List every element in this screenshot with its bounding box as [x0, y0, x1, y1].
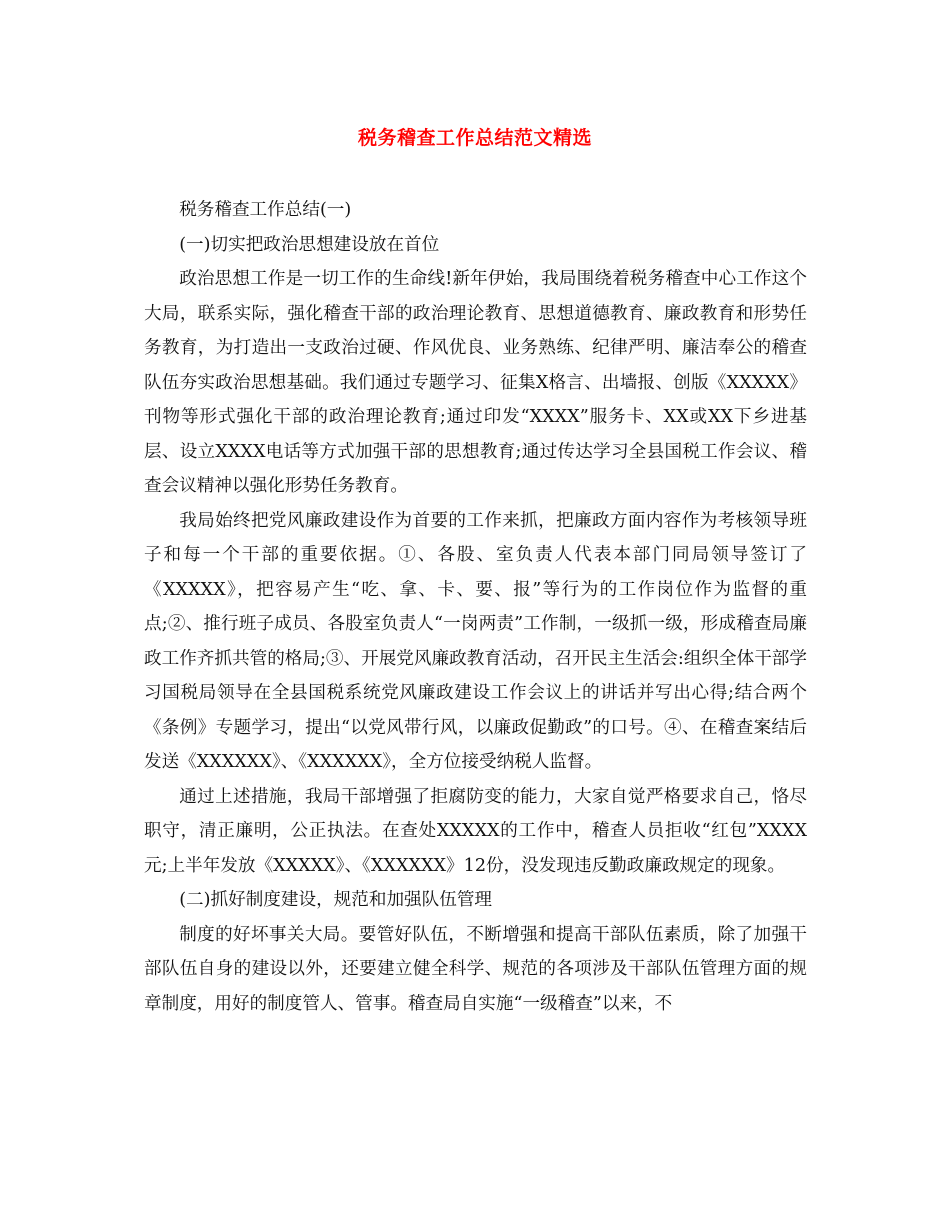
subsection-heading: (一)切实把政治思想建设放在首位	[179, 234, 440, 255]
body-paragraph: 制度的好坏事关大局。要管好队伍，不断增强和提高干部队伍素质，除了加强干部队伍自身的建设以外，还要建立健全科学、规范的各项涉及干部队伍管理方面的规章制度，用好的制度管人、管事。稽查局自实施“一级稽查”以来，不	[144, 924, 807, 1014]
body-paragraph: 我局始终把党风廉政建设作为首要的工作来抓，把廉政方面内容作为考核领导班子和每一个干部的重要依据。①、各股、室负责人代表本部门同局领导签订了《XXXXX》，把容易产生“吃、拿、卡、要、报”等行为的工作岗位作为监督的重点;②、推行班子成员、各股室负责人“一岗两责”工作制，一级抓一级，形成稽查局廉政工作齐抓共管的格局;③、开展党风廉政教育活动，召开民主生活会:组织全体干部学习国税局领导在全县国税系统党风廉政建设工作会议上的讲话并写出心得;结合两个《条例》专题学习，提出“以党风带行风，以廉政促勤政”的口号。④、在稽查案结后发送《XXXXXX》、《XXXXXX》，全方位接受纳税人监督。	[144, 510, 807, 772]
section-heading: 税务稽查工作总结(一)	[179, 200, 352, 220]
document-body	[144, 193, 807, 1021]
body-paragraph: 通过上述措施，我局干部增强了拒腐防变的能力，大家自觉严格要求自己，恪尽职守，清正廉明，公正执法。在查处XXXXX的工作中，稽查人员拒收“红包”XXXX元;上半年发放《XXXXX》、《XXXXXX》12份，没发现违反勤政廉政规定的现象。	[144, 786, 807, 876]
document-title: 税务稽查工作总结范文精选	[357, 127, 592, 149]
subsection-heading: (二)抓好制度建设，规范和加强队伍管理	[179, 890, 493, 910]
body-paragraph: 政治思想工作是一切工作的生命线!新年伊始，我局围绕着税务稽查中心工作这个大局，联系实际，强化稽查干部的政治理论教育、思想道德教育、廉政教育和形势任务教育，为打造出一支政治过硬、作风优良、业务熟练、纪律严明、廉洁奉公的稽查队伍夯实政治思想基础。我们通过专题学习、征集X格言、出墙报、创版《XXXXX》刊物等形式强化干部的政治理论教育;通过印发“XXXX”服务卡、XX或XX下乡进基层、设立XXXX电话等方式加强干部的思想教育;通过传达学习全县国税工作会议、稽查会议精神以强化形势任务教育。	[144, 269, 807, 496]
